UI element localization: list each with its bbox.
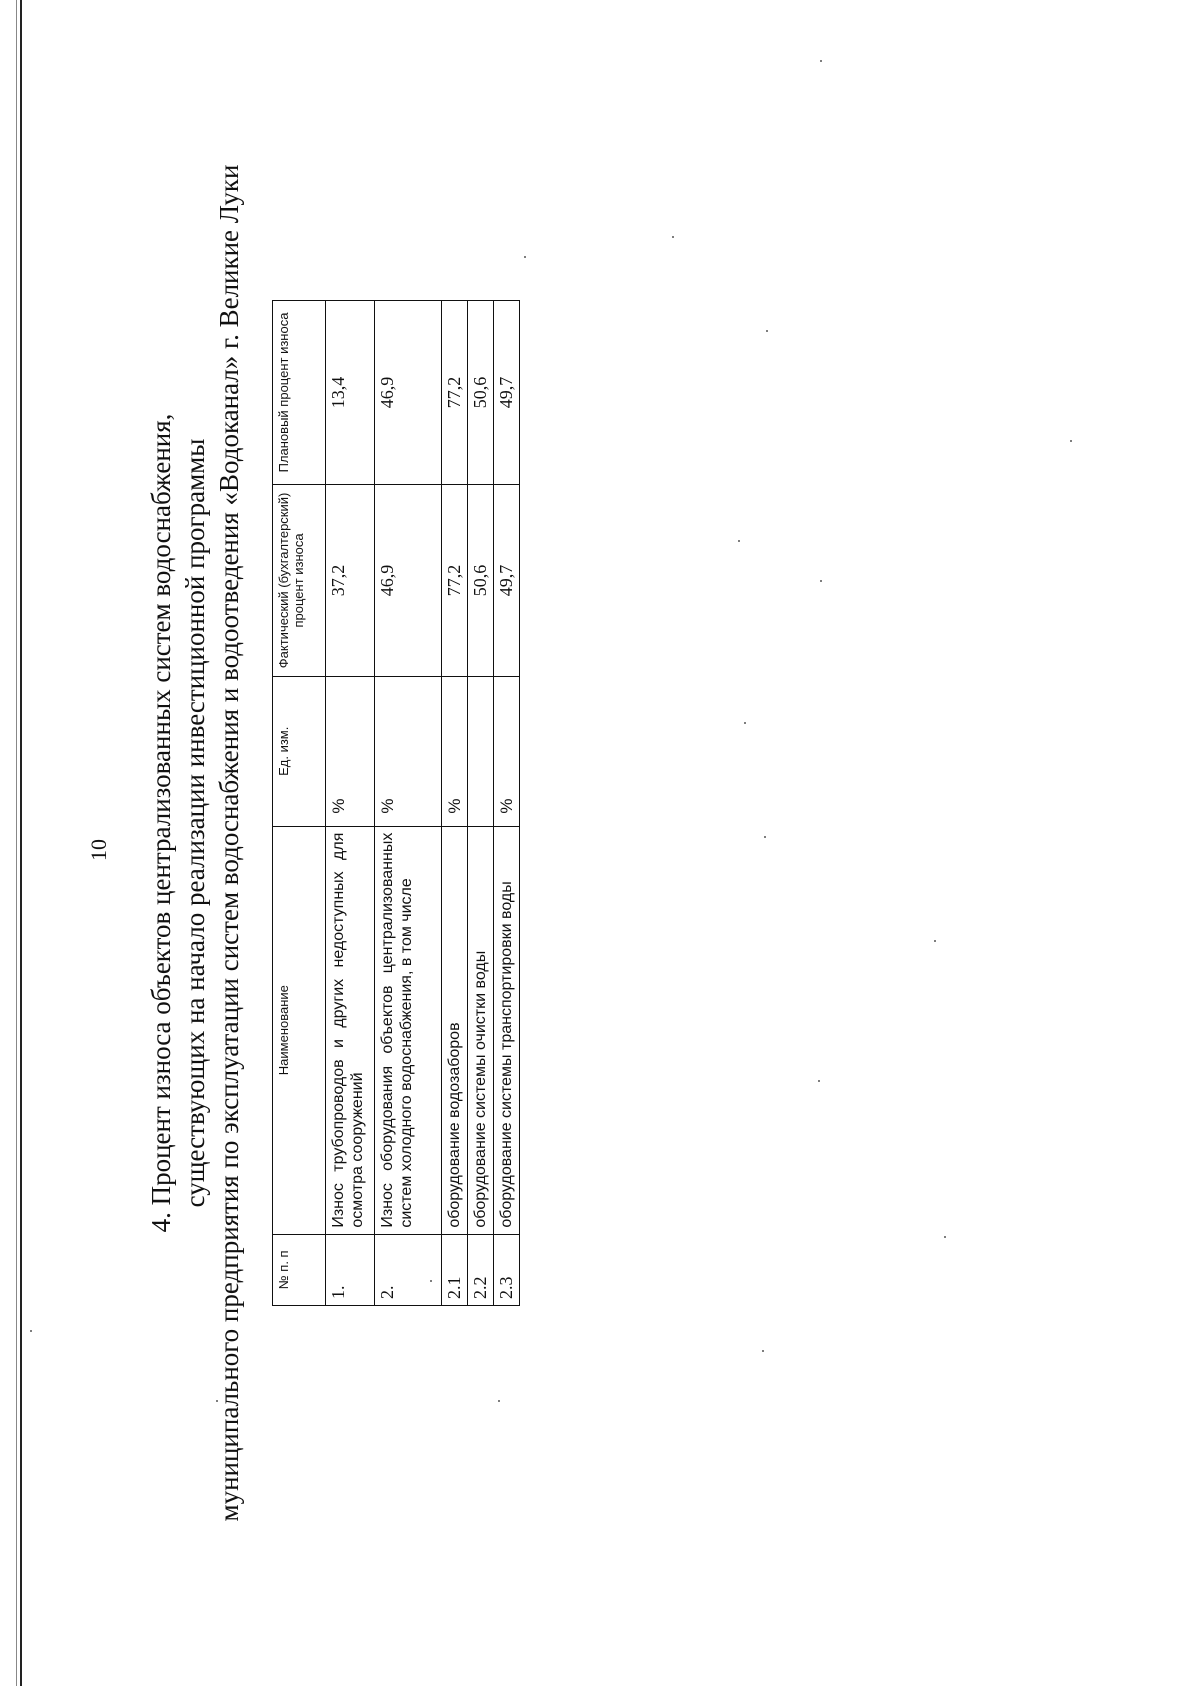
row-plan: 50,6 <box>468 301 494 485</box>
wear-table <box>272 300 520 1306</box>
row-number: 2. <box>375 1234 442 1305</box>
header-number: № п. п <box>273 1234 326 1305</box>
row-unit: % <box>375 676 442 826</box>
row-fact: 46,9 <box>375 484 442 676</box>
row-name: оборудование водозаборов <box>442 826 468 1234</box>
header-fact: Фактический (бухгалтерский) процент износа <box>273 484 326 676</box>
row-fact: 49,7 <box>494 484 520 676</box>
row-number: 2.1 <box>442 1234 468 1305</box>
row-name: Износ трубопроводов и других недоступных для осмотра сооружений <box>326 826 375 1234</box>
title-line-3: муниципального предприятия по эксплуатации систем водоснабжения и водоотведения «Водоканал» г. Великие Луки <box>214 164 244 1522</box>
table-row <box>494 301 520 1306</box>
table-row <box>442 301 468 1306</box>
row-fact: 37,2 <box>326 484 375 676</box>
title-line-1: 4. Процент износа объектов централизованных систем водоснабжения, <box>146 413 176 1233</box>
table-row <box>375 301 442 1306</box>
row-fact: 50,6 <box>468 484 494 676</box>
header-unit: Ед. изм. <box>273 676 326 826</box>
header-name: Наименование <box>273 826 326 1234</box>
row-plan: 49,7 <box>494 301 520 485</box>
row-number: 1. <box>326 1234 375 1305</box>
row-unit <box>468 676 494 826</box>
row-name: Износ оборудования объектов централизованных систем холодного водоснабжения, в том числе <box>375 826 442 1234</box>
row-unit: % <box>326 676 375 826</box>
row-name: оборудование системы транспортировки воды <box>494 826 520 1234</box>
row-plan: 13,4 <box>326 301 375 485</box>
title-line-2: существующих на начало реализации инвестиционной программы <box>180 438 210 1208</box>
table-header-row <box>273 301 326 1306</box>
row-plan: 46,9 <box>375 301 442 485</box>
page-number: 10 <box>86 839 111 861</box>
row-unit: % <box>442 676 468 826</box>
row-plan: 77,2 <box>442 301 468 485</box>
table-row <box>326 301 375 1306</box>
row-unit: % <box>494 676 520 826</box>
row-name: оборудование системы очистки воды <box>468 826 494 1234</box>
header-plan: Плановый процент износа <box>273 301 326 485</box>
table-row <box>468 301 494 1306</box>
row-number: 2.2 <box>468 1234 494 1305</box>
row-fact: 77,2 <box>442 484 468 676</box>
row-number: 2.3 <box>494 1234 520 1305</box>
